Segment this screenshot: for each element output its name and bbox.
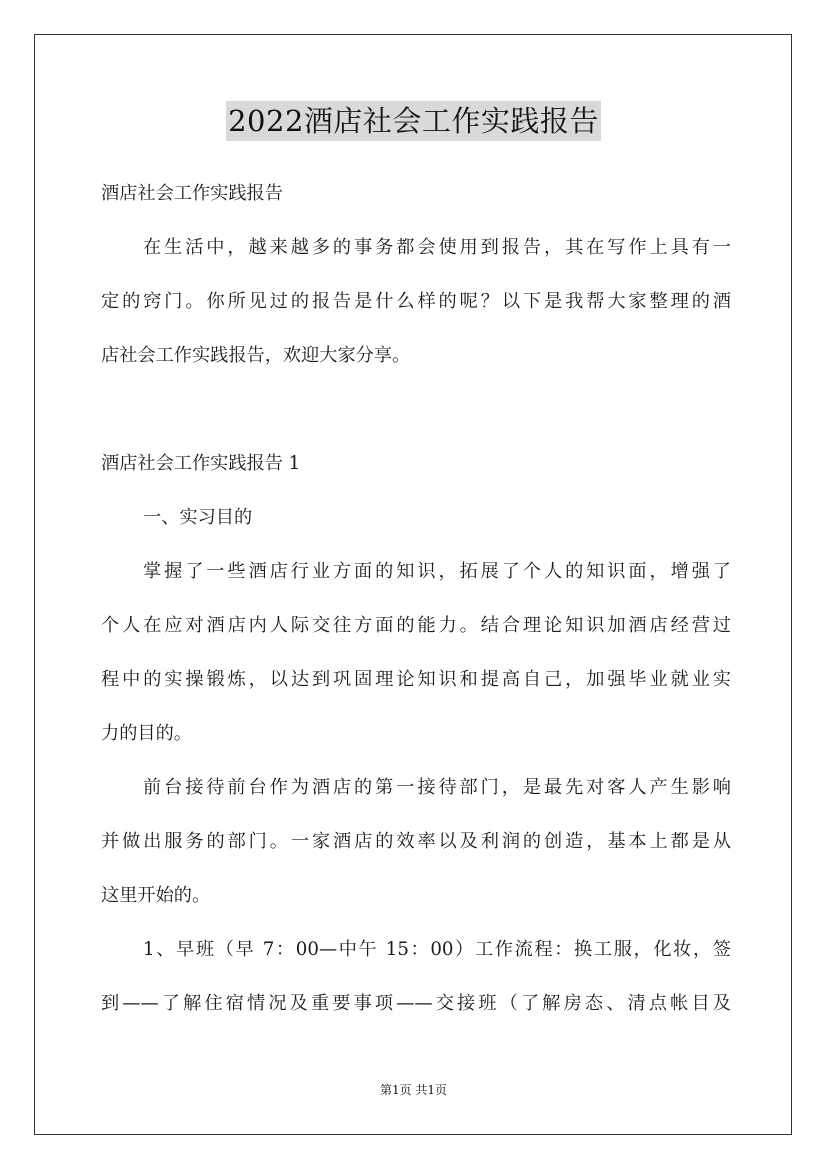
document-subtitle: 酒店社会工作实践报告 (101, 183, 283, 204)
page-number-footer: 第1页 共1页 (379, 1083, 448, 1097)
paragraph3-line-2: 到——了解住宿情况及重要事项——交接班（了解房态、清点帐目及 (101, 993, 731, 1014)
paragraph1-line-3: 程中的实操锻炼，以达到巩固理论知识和提高自己，加强毕业就业实 (101, 669, 731, 690)
intro-line-2: 定的窍门。你所见过的报告是什么样的呢？以下是我帮大家整理的酒 (101, 291, 731, 312)
section-heading: 酒店社会工作实践报告 1 (101, 453, 301, 474)
paragraph2-line-3: 这里开始的。 (101, 885, 211, 906)
paragraph1-line-1: 掌握了一些酒店行业方面的知识，拓展了个人的知识面，增强了 (143, 561, 731, 582)
item-heading: 一、实习目的 (143, 507, 253, 528)
intro-line-1: 在生活中，越来越多的事务都会使用到报告，其在写作上具有一 (143, 237, 731, 258)
paragraph1-line-2: 个人在应对酒店内人际交往方面的能力。结合理论知识加酒店经营过 (101, 615, 731, 636)
document-title: 2022酒店社会工作实践报告 (226, 101, 601, 141)
paragraph2-line-2: 并做出服务的部门。一家酒店的效率以及利润的创造，基本上都是从 (101, 831, 731, 852)
paragraph1-line-4: 力的目的。 (101, 723, 192, 744)
paragraph2-line-1: 前台接待前台作为酒店的第一接待部门，是最先对客人产生影响 (143, 777, 731, 798)
paragraph3-line-1: 1、早班（早 7：00—中午 15：00）工作流程：换工服，化妆，签 (143, 939, 731, 960)
intro-line-3: 店社会工作实践报告，欢迎大家分享。 (101, 345, 411, 366)
title-container (0, 101, 827, 141)
